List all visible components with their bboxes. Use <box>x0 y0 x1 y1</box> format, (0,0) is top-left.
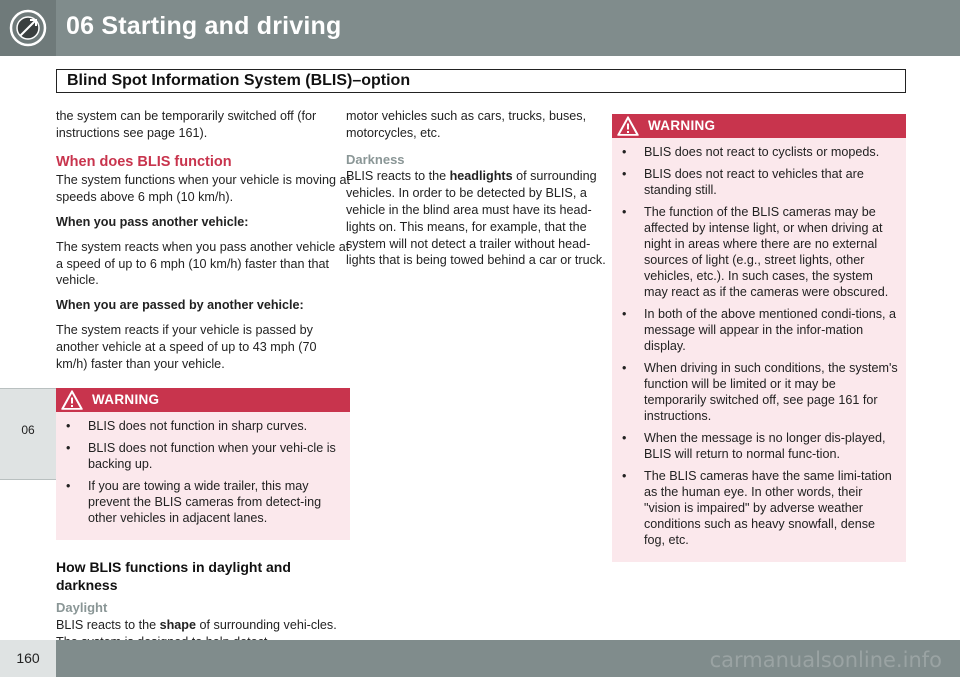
warning-label: WARNING <box>648 118 716 133</box>
heading-when-does-blis-function: When does BLIS function <box>56 153 232 170</box>
paragraph-speed: The system functions when your vehicle is moving at speeds above 6 mph (10 km/h). <box>56 173 350 205</box>
column-3 <box>612 108 906 562</box>
list-item: • BLIS does not function in sharp curves. <box>66 419 308 434</box>
column-1 <box>56 108 350 659</box>
warning-triangle-icon <box>617 116 639 136</box>
warning-triangle-icon <box>61 390 83 410</box>
warning-list <box>56 412 350 526</box>
subheading-pass-vehicle: When you pass another vehicle: <box>56 214 249 229</box>
page-number-box <box>0 640 56 677</box>
warning-header <box>56 388 350 412</box>
warning-list <box>612 138 906 548</box>
list-item: • BLIS does not react to vehicles that are standing still. <box>622 167 864 197</box>
warning-box <box>56 388 350 540</box>
page-number: 160 <box>16 650 40 666</box>
subheading-darkness: Darkness <box>346 151 405 167</box>
list-item: • The BLIS cameras have the same limi-tation as the human eye. In other words, their "vision is impaired" by adverse weather conditions such as heavy snowfall, dense fog, etc. <box>622 469 892 547</box>
side-tab-label: 06 <box>21 423 35 437</box>
intro-paragraph: the system can be temporarily switched off (for instructions see page 161). <box>56 109 317 140</box>
warning-label: WARNING <box>92 392 160 408</box>
subheading-daylight: Daylight <box>56 600 108 616</box>
side-strip <box>0 56 56 640</box>
paragraph-darkness: BLIS reacts to the headlights of surrounding vehicles. In order to be detected by BLIS, a vehicle in the blind area must have its head-lights on. This means, for example, that the system will not detect a trailer without head-lights that is being towed behind a car or truck. <box>346 169 606 268</box>
page-footer-bar <box>0 640 960 677</box>
warning-box <box>612 114 906 562</box>
paragraph-passed-by-vehicle: The system reacts if your vehicle is passed by another vehicle at a speed of up to 43 mph (70 km/h) faster than your vehicle. <box>56 322 317 371</box>
volvo-logo-icon <box>0 0 56 56</box>
list-item: • The function of the BLIS cameras may be affected by intense light, or when driving at night in areas where there are no external sources of light (e.g., street lights, other vehicles, etc.). In such cases, the system may react as if the cameras were obscured. <box>622 205 889 299</box>
column-2 <box>346 108 616 277</box>
paragraph-pass-vehicle: The system reacts when you pass another vehicle at a speed of up to 6 mph (10 km/h) faster than that vehicle. <box>56 239 350 288</box>
subheading-passed-by-vehicle: When you are passed by another vehicle: <box>56 298 304 313</box>
list-item: • When the message is no longer dis-played, BLIS will return to normal func-tion. <box>622 431 886 461</box>
chapter-header-bar <box>0 0 960 56</box>
section-title-box <box>56 69 906 93</box>
list-item: • BLIS does not function when your vehi-cle is backing up. <box>66 441 336 472</box>
warning-header <box>612 114 906 138</box>
list-item: • When driving in such conditions, the system's function will be limited or it may be temporarily switched off, see page 161 for instructions. <box>622 361 898 423</box>
watermark: carmanualsonline.info <box>709 648 942 672</box>
heading-daylight-darkness: How BLIS functions in daylight and darkness <box>56 559 291 594</box>
paragraph-daylight: BLIS reacts to the shape of surrounding vehi-cles. <box>56 618 337 633</box>
list-item: • BLIS does not react to cyclists or mopeds. <box>622 145 880 159</box>
section-title: Blind Spot Information System (BLIS)–option <box>67 72 411 89</box>
list-item: • In both of the above mentioned condi-tions, a message will appear in the infor-mation display. <box>622 307 897 353</box>
chapter-title: 06 Starting and driving <box>66 12 342 40</box>
list-item: • If you are towing a wide trailer, this may prevent the BLIS cameras from detect-ing other vehicles in adjacent lanes. <box>66 479 322 526</box>
paragraph-motor-vehicles: motor vehicles such as cars, trucks, buses, motorcycles, etc. <box>346 109 587 140</box>
chapter-side-tab <box>0 388 56 480</box>
